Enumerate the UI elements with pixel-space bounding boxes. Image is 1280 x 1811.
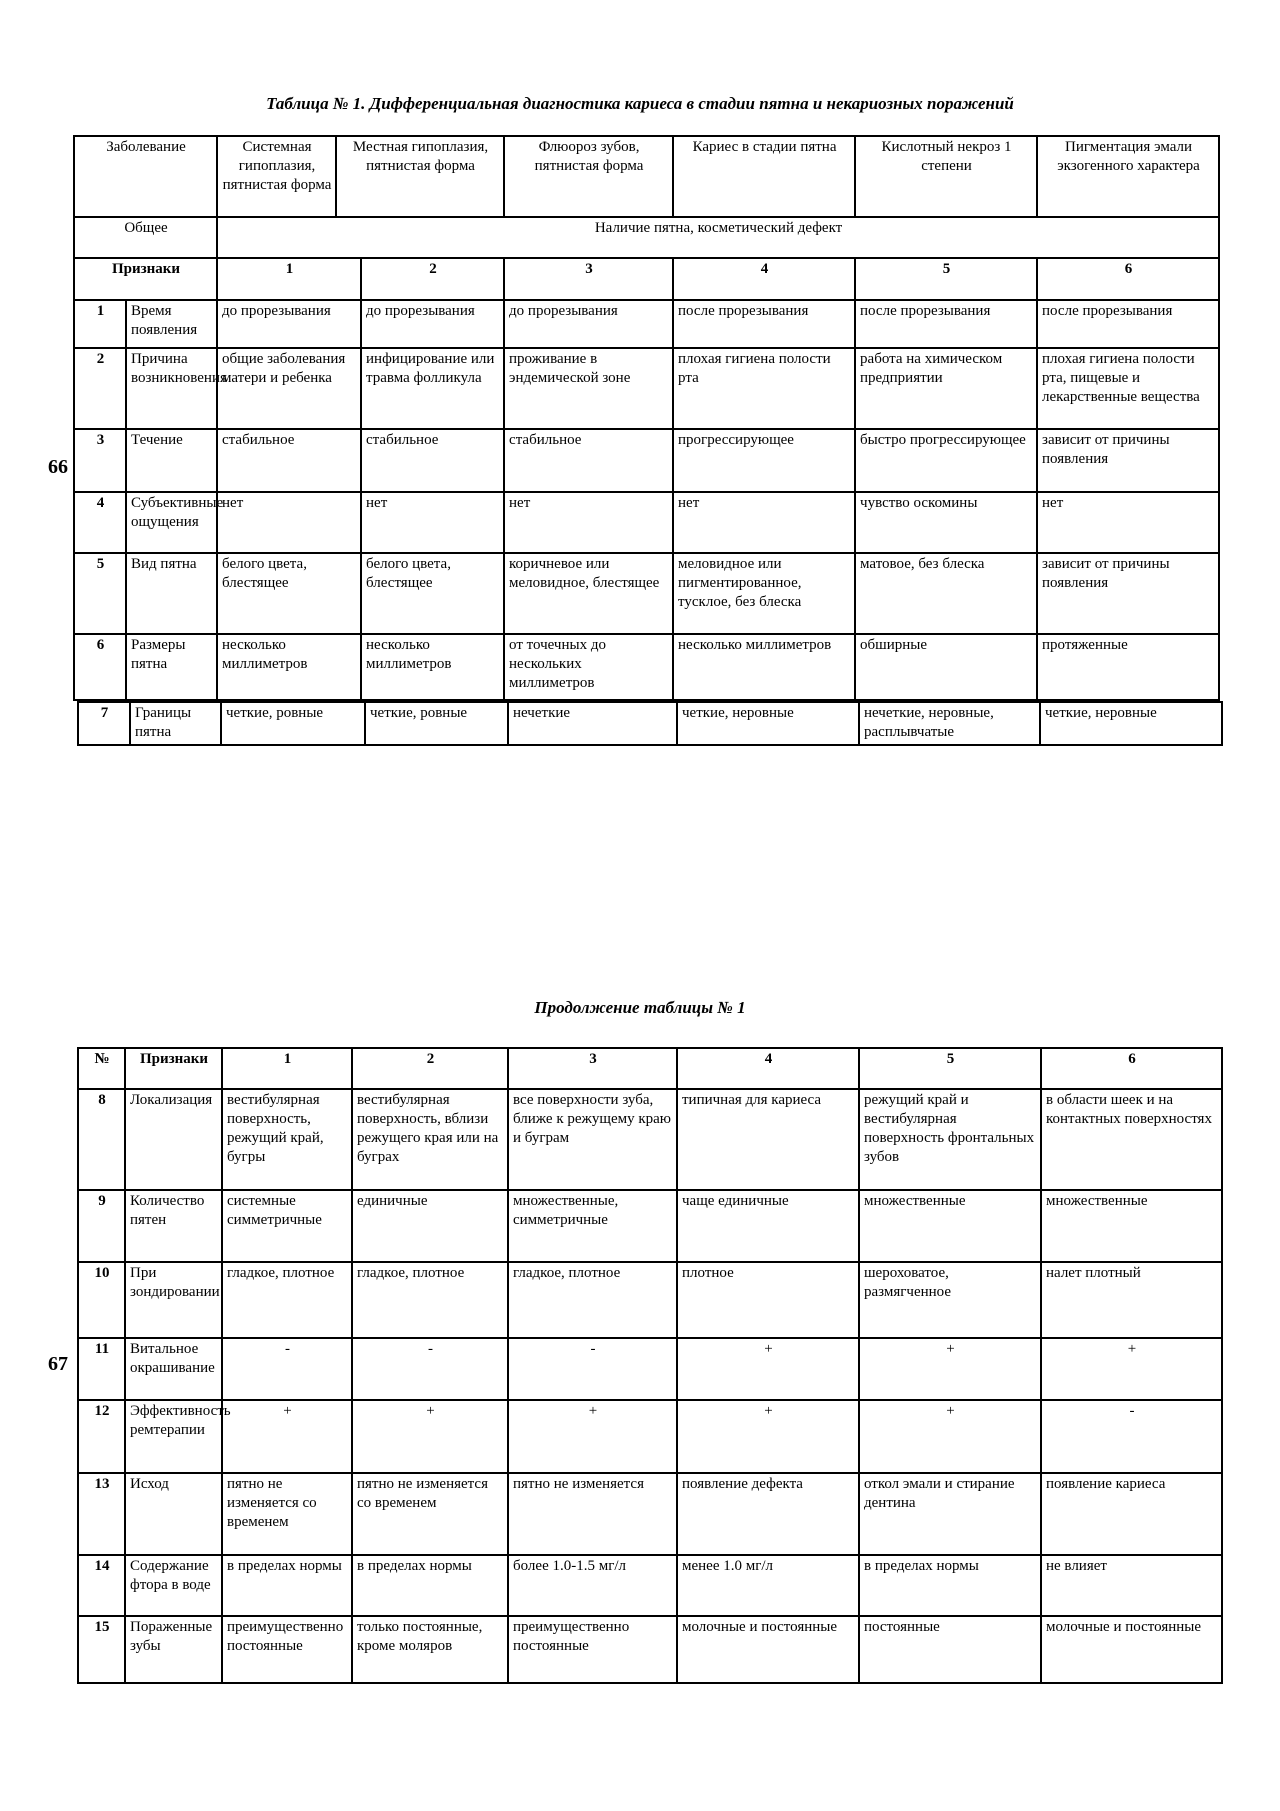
cell: преимущественно постоянные: [508, 1616, 677, 1683]
table-row: [74, 634, 1219, 700]
table-row: [78, 1262, 1222, 1338]
cell: коричневое или меловидное, блестящее: [504, 553, 673, 634]
cell: белого цвета, блестящее: [217, 553, 361, 634]
cell: проживание в эндемической зоне: [504, 348, 673, 429]
header-disease: Заболевание: [74, 136, 217, 217]
cell: гладкое, плотное: [352, 1262, 508, 1338]
col-number-2: 2: [352, 1048, 508, 1089]
row-sign: Витальное окрашивание: [125, 1338, 222, 1400]
cell: плохая гигиена полости рта: [673, 348, 855, 429]
cell: постоянные: [859, 1616, 1041, 1683]
cell: преимущественно постоянные: [222, 1616, 352, 1683]
row-sign: Эффективность ремтерапии: [125, 1400, 222, 1473]
col-number-6: 6: [1041, 1048, 1222, 1089]
cell: +: [352, 1400, 508, 1473]
cell: типичная для кариеса: [677, 1089, 859, 1190]
col-number-3: 3: [508, 1048, 677, 1089]
cell: чувство оскомины: [855, 492, 1037, 553]
cell: все поверхности зуба, ближе к режущему краю и буграм: [508, 1089, 677, 1190]
cell: зависит от причины появления: [1037, 429, 1219, 492]
cell: зависит от причины появления: [1037, 553, 1219, 634]
cell: матовое, без блеска: [855, 553, 1037, 634]
row-sign: Исход: [125, 1473, 222, 1555]
cell: белого цвета, блестящее: [361, 553, 504, 634]
cell: после прорезывания: [673, 300, 855, 348]
cell: молочные и постоянные: [1041, 1616, 1222, 1683]
row-number: 10: [78, 1262, 125, 1338]
table-row: [78, 1473, 1222, 1555]
header-col-5: Кислотный некроз 1 степени: [855, 136, 1037, 217]
cell: до прорезывания: [361, 300, 504, 348]
cell: +: [859, 1400, 1041, 1473]
table-row: [78, 1089, 1222, 1190]
cell: нечеткие, неровные, расплывчатые: [859, 702, 1040, 745]
table-row: [74, 348, 1219, 429]
row-number: 7: [78, 702, 130, 745]
col-number-6: 6: [1037, 258, 1219, 300]
cell: быстро прогрессирующее: [855, 429, 1037, 492]
cell: -: [222, 1338, 352, 1400]
col-number-3: 3: [504, 258, 673, 300]
cell: множественные: [859, 1190, 1041, 1262]
row-sign: Содержание фтора в воде: [125, 1555, 222, 1616]
header-col-3: Флюороз зубов, пятнистая форма: [504, 136, 673, 217]
header-signs: Признаки: [125, 1048, 222, 1089]
row-number: 15: [78, 1616, 125, 1683]
cell: плотное: [677, 1262, 859, 1338]
common-label: Общее: [74, 217, 217, 258]
signs-label: Признаки: [74, 258, 217, 300]
row-number: 11: [78, 1338, 125, 1400]
table2-title: Продолжение таблицы № 1: [534, 998, 746, 1017]
cell: в области шеек и на контактных поверхностях: [1041, 1089, 1222, 1190]
row-sign: Границы пятна: [130, 702, 221, 745]
cell: меловидное или пигментированное, тусклое, без блеска: [673, 553, 855, 634]
row-number: 5: [74, 553, 126, 634]
cell: вестибулярная поверхность, режущий край, бугры: [222, 1089, 352, 1190]
cell: гладкое, плотное: [222, 1262, 352, 1338]
row-sign: Субъективные ощущения: [126, 492, 217, 553]
col-number-4: 4: [677, 1048, 859, 1089]
cell: несколько миллиметров: [361, 634, 504, 700]
cell: -: [1041, 1400, 1222, 1473]
row-sign: Локализация: [125, 1089, 222, 1190]
cell: стабильное: [504, 429, 673, 492]
cell: +: [222, 1400, 352, 1473]
cell: шероховатое, размягченное: [859, 1262, 1041, 1338]
cell: четкие, неровные: [1040, 702, 1222, 745]
table-row: [78, 1555, 1222, 1616]
table1-number-row: [74, 258, 1219, 300]
col-number-2: 2: [361, 258, 504, 300]
table1-common-row: [74, 217, 1219, 258]
cell: плохая гигиена полости рта, пищевые и лекарственные вещества: [1037, 348, 1219, 429]
cell: после прорезывания: [855, 300, 1037, 348]
cell: до прорезывания: [217, 300, 361, 348]
cell: инфицирование или травма фолликула: [361, 348, 504, 429]
row-sign: При зондировании: [125, 1262, 222, 1338]
cell: нет: [361, 492, 504, 553]
cell: обширные: [855, 634, 1037, 700]
cell: пятно не изменяется: [508, 1473, 677, 1555]
row-number: 6: [74, 634, 126, 700]
row-sign: Причина возникновения: [126, 348, 217, 429]
common-value: Наличие пятна, косметический дефект: [217, 217, 1219, 258]
cell: молочные и постоянные: [677, 1616, 859, 1683]
header-col-4: Кариес в стадии пятна: [673, 136, 855, 217]
cell: четкие, неровные: [677, 702, 859, 745]
diagnosis-table-continued: [77, 1047, 1223, 1684]
diagnosis-table-row7: [77, 701, 1223, 746]
table-row: [78, 1338, 1222, 1400]
cell: множественные: [1041, 1190, 1222, 1262]
table-row: [78, 1400, 1222, 1473]
row-sign: Пораженные зубы: [125, 1616, 222, 1683]
header-col-2: Местная гипоплазия, пятнистая форма: [336, 136, 504, 217]
row-number: 2: [74, 348, 126, 429]
table-row: [74, 553, 1219, 634]
cell: +: [677, 1400, 859, 1473]
col-number-1: 1: [217, 258, 361, 300]
cell: стабильное: [217, 429, 361, 492]
cell: в пределах нормы: [859, 1555, 1041, 1616]
cell: только постоянные, кроме моляров: [352, 1616, 508, 1683]
row-number: 13: [78, 1473, 125, 1555]
cell: налет плотный: [1041, 1262, 1222, 1338]
cell: несколько миллиметров: [217, 634, 361, 700]
cell: после прорезывания: [1037, 300, 1219, 348]
cell: от точечных до нескольких миллиметров: [504, 634, 673, 700]
cell: +: [1041, 1338, 1222, 1400]
col-number-4: 4: [673, 258, 855, 300]
cell: нет: [1037, 492, 1219, 553]
table1-header-row: [74, 136, 1219, 217]
header-col-1: Системная гипоплазия, пятнистая форма: [217, 136, 336, 217]
cell: четкие, ровные: [365, 702, 508, 745]
header-number: №: [78, 1048, 125, 1089]
cell: появление кариеса: [1041, 1473, 1222, 1555]
cell: +: [508, 1400, 677, 1473]
cell: появление дефекта: [677, 1473, 859, 1555]
table-row: [74, 492, 1219, 553]
cell: пятно не изменяется со временем: [352, 1473, 508, 1555]
cell: прогрессирующее: [673, 429, 855, 492]
cell: работа на химическом предприятии: [855, 348, 1037, 429]
cell: нет: [217, 492, 361, 553]
row-number: 1: [74, 300, 126, 348]
row-number: 4: [74, 492, 126, 553]
row-sign: Вид пятна: [126, 553, 217, 634]
row-sign: Количество пятен: [125, 1190, 222, 1262]
cell: единичные: [352, 1190, 508, 1262]
cell: нет: [504, 492, 673, 553]
row-sign: Время появления: [126, 300, 217, 348]
cell: нечеткие: [508, 702, 677, 745]
cell: множественные, симметричные: [508, 1190, 677, 1262]
cell: -: [508, 1338, 677, 1400]
cell: +: [859, 1338, 1041, 1400]
table2-header-row: [78, 1048, 1222, 1089]
cell: пятно не изменяется со временем: [222, 1473, 352, 1555]
cell: в пределах нормы: [222, 1555, 352, 1616]
row-number: 3: [74, 429, 126, 492]
page-number-66: 66: [48, 456, 68, 478]
cell: четкие, ровные: [221, 702, 365, 745]
cell: не влияет: [1041, 1555, 1222, 1616]
cell: несколько миллиметров: [673, 634, 855, 700]
table-row: [74, 429, 1219, 492]
cell: гладкое, плотное: [508, 1262, 677, 1338]
cell: режущий край и вестибулярная поверхность фронтальных зубов: [859, 1089, 1041, 1190]
cell: до прорезывания: [504, 300, 673, 348]
cell: в пределах нормы: [352, 1555, 508, 1616]
cell: +: [677, 1338, 859, 1400]
cell: -: [352, 1338, 508, 1400]
col-number-1: 1: [222, 1048, 352, 1089]
table-row: [78, 702, 1222, 745]
row-number: 14: [78, 1555, 125, 1616]
cell: откол эмали и стирание дентина: [859, 1473, 1041, 1555]
cell: менее 1.0 мг/л: [677, 1555, 859, 1616]
row-sign: Течение: [126, 429, 217, 492]
table-row: [78, 1616, 1222, 1683]
cell: чаще единичные: [677, 1190, 859, 1262]
col-number-5: 5: [859, 1048, 1041, 1089]
diagnosis-table: [73, 135, 1220, 701]
cell: общие заболевания матери и ребенка: [217, 348, 361, 429]
row-number: 9: [78, 1190, 125, 1262]
table-row: [78, 1190, 1222, 1262]
cell: нет: [673, 492, 855, 553]
page-number-67: 67: [48, 1353, 68, 1375]
cell: вестибулярная поверхность, вблизи режущего края или на буграх: [352, 1089, 508, 1190]
cell: системные симметричные: [222, 1190, 352, 1262]
row-number: 8: [78, 1089, 125, 1190]
col-number-5: 5: [855, 258, 1037, 300]
row-sign: Размеры пятна: [126, 634, 217, 700]
table1-title: Таблица № 1. Дифференциальная диагностика кариеса в стадии пятна и некариозных поражений: [266, 94, 1014, 113]
cell: более 1.0-1.5 мг/л: [508, 1555, 677, 1616]
header-col-6: Пигментация эмали экзогенного характера: [1037, 136, 1219, 217]
table-row: [74, 300, 1219, 348]
cell: стабильное: [361, 429, 504, 492]
row-number: 12: [78, 1400, 125, 1473]
cell: протяженные: [1037, 634, 1219, 700]
